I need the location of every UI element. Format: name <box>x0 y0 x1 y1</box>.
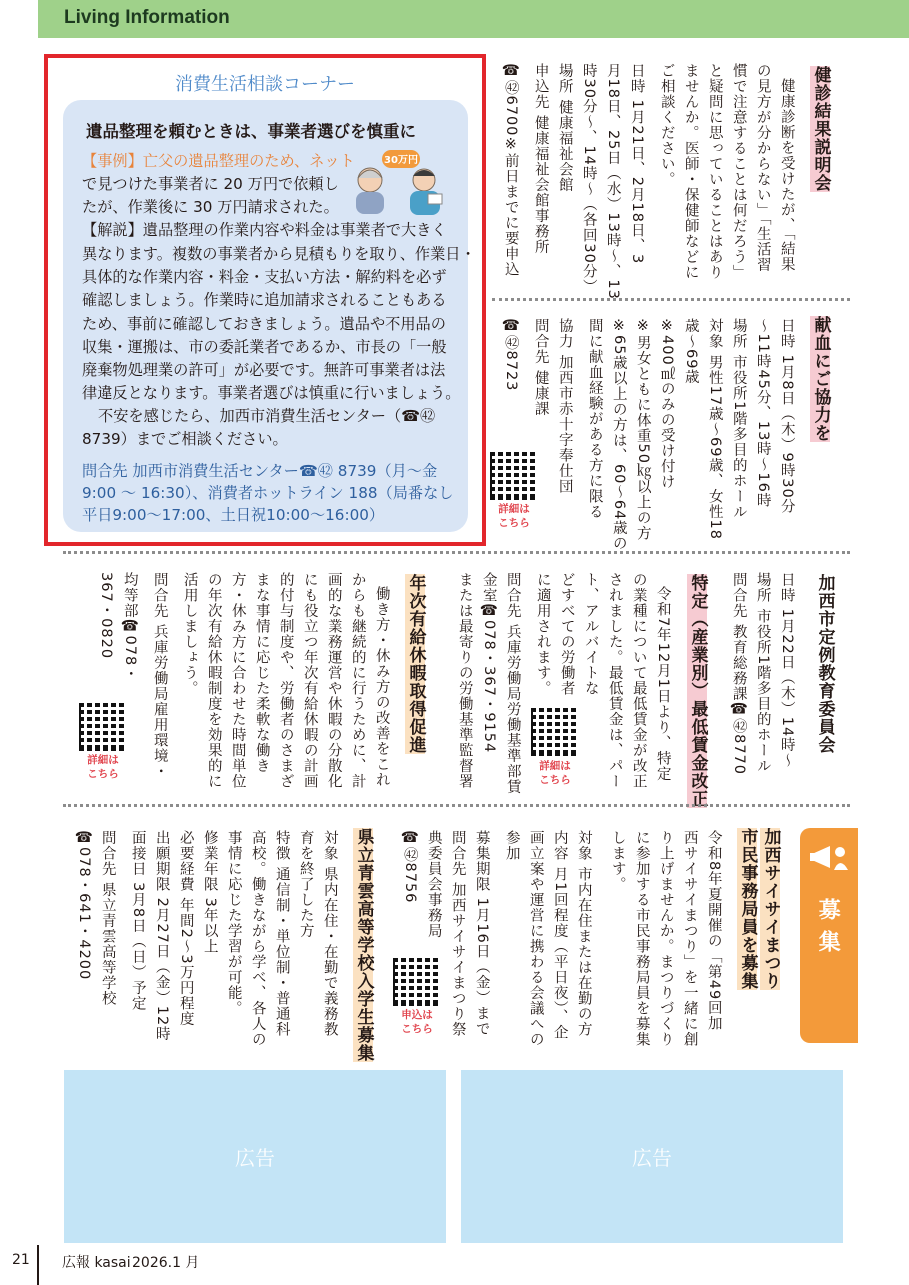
qr-caption: 詳細は こちら <box>539 760 571 786</box>
kenketsu-place: 場所 市役所1階多目的ホール <box>730 318 747 520</box>
consumer-contact-1: 問合先 加西市消費生活センター☎㊷ 8739（月～金 <box>82 462 438 480</box>
kenshin-date-3: 時30分～、14時～（各回30分） <box>580 63 597 295</box>
explanation-line-3: 具体的な作業内容・料金・支払い方法・解約料を必ず <box>82 268 447 286</box>
case-line-3: たが、作業後に 30 万円請求された。 <box>82 198 339 216</box>
kenketsu-cooperation: 協力 加西市赤十字奉仕団 <box>556 318 573 495</box>
megaphone-icon <box>808 840 852 876</box>
consumer-heading: 遺品整理を頼むときは、事業者選びを慎重に <box>86 122 416 141</box>
kenshin-heading: 健診結果説明会 <box>810 66 831 192</box>
case-line-1: 【事例】亡父の遺品整理のため、ネット <box>82 152 355 170</box>
consumer-contact-2: 9:00 ～ 16:30）、消費者ホットライン 188（局番なし <box>82 484 454 502</box>
seiun-tel: ☎078・641・4200 <box>75 830 92 981</box>
kyuka-text-8: の年次有給休暇制度を効果的に <box>205 572 222 789</box>
saisai-target: 対象 市内在住または在勤の方 <box>575 830 592 1038</box>
saisai-content-3: 参加 <box>503 830 520 861</box>
seiun-feature-1: 特徴 通信制・単位制・普通科 <box>273 830 290 1038</box>
section-title: Living Information <box>64 7 230 28</box>
saisai-text-1: 令和8年夏開催の「第49回加 <box>705 830 722 1032</box>
chingin-text-3: されました。最低賃金は、パー <box>606 572 623 789</box>
chingin-contact-1: 問合先 兵庫労働局労働基準部賃 <box>504 572 521 795</box>
qr-code[interactable] <box>531 708 579 756</box>
consultation-illustration <box>352 146 452 218</box>
kyuka-heading: 年次有給休暇取得促進 <box>405 574 426 754</box>
seiun-deadline: 出願期限 2月27日（金）12時 <box>153 830 170 1042</box>
kenketsu-contact: 問合先 健康課 <box>532 318 549 417</box>
explanation-line-4: 確認しましょう。作業時に追加請求されることもある <box>82 291 447 309</box>
kenketsu-note-1: ※400㎖のみの受け付け <box>658 318 675 490</box>
seiun-cost: 必要経費 年間2～3万円程度 <box>177 830 194 1027</box>
qr-code[interactable] <box>79 703 127 751</box>
publication-date: 2026.1 月 <box>132 1255 200 1271</box>
kyuka-contact-2: 均等部☎078・ <box>121 572 138 682</box>
advice-line-2: 8739）までご相談ください。 <box>82 430 288 448</box>
explanation-line-7: 廃棄物処理業の許可」が必要です。無許可事業者は法 <box>82 361 446 379</box>
kyuka-contact-1: 問合先 兵庫労働局雇用環境・ <box>151 572 168 780</box>
saisai-content-1: 内容 月1回程度（平日夜）、企 <box>551 830 568 1041</box>
saisai-contact-1: 問合先 加西サイサイまつり祭 <box>449 830 466 1038</box>
kenshin-text-4: と疑問に思っていることはあり <box>706 63 723 280</box>
kenshin-date-2: 月18日、25日（水）13時～、13 <box>604 63 621 300</box>
page-number: 21 <box>12 1252 30 1268</box>
kyoiku-contact: 問合先 教育総務課☎㊷8770 <box>730 572 747 776</box>
kenketsu-date-2: ～11時45分、13時～16時 <box>754 318 771 509</box>
money-badge: 30万円 <box>384 155 418 166</box>
ad-left[interactable]: 広告 <box>64 1070 446 1243</box>
seiun-heading: 県立青雲高等学校入学生募集 <box>353 828 374 1062</box>
saisai-text-4: に参加する市民事務局員を募集 <box>633 830 650 1047</box>
kenshin-text-6: ご相談ください。 <box>658 63 675 187</box>
saisai-tel: ☎㊷8756 <box>401 830 418 904</box>
kenketsu-note-3: ※65歳以上の方は、60～64歳の <box>610 318 627 552</box>
kyuka-text-6: まな事情に応じた柔軟な働き <box>253 572 270 774</box>
kyuka-text-4: にも役立つ年次有給休暇の計画 <box>301 572 318 789</box>
qr-caption: 詳細は こちら <box>498 503 530 529</box>
explanation-line-1: 【解説】遺品整理の作業内容や料金は事業者で大きく <box>82 221 447 239</box>
seiun-feature-3: 事情に応じた学習が可能。 <box>225 830 242 1016</box>
kenketsu-heading: 献血にご協力を <box>810 316 831 442</box>
kyoiku-place: 場所 市役所1階多目的ホール <box>754 572 771 774</box>
kyuka-text-1: 働き方・休み方の改善をこれ <box>373 586 390 788</box>
consumer-corner-title: 消費生活相談コーナー <box>175 74 355 95</box>
divider <box>492 298 850 301</box>
kenshin-text-1: 健康診断を受けたが、「結果 <box>778 78 795 273</box>
kenketsu-date-1: 日時 1月8日（木）9時30分 <box>778 318 795 515</box>
seiun-target-1: 対象 県内在住・在勤で義務教 <box>321 830 338 1038</box>
chingin-contact-2: 金室☎078・367・9154 <box>480 572 497 754</box>
kenketsu-target-2: 歳～69歳 <box>682 318 699 385</box>
kenketsu-note-4: 間に献血経験がある方に限る <box>586 318 603 520</box>
saisai-heading-2: 市民事務局員を募集 <box>737 828 758 990</box>
consumer-contact-3: 平日9:00～17:00、土日祝10:00～16:00） <box>82 506 385 524</box>
kyuka-text-7: 方・休み方に合わせた時間単位 <box>229 572 246 789</box>
explanation-line-6: 収集・運搬は、市の委託業者であるか、市長の「一般 <box>82 338 447 356</box>
kyuka-text-2: からも継続的に行うために、計 <box>349 572 366 789</box>
saisai-deadline: 募集期限 1月16日（金）まで <box>473 830 490 1037</box>
kenketsu-note-2: ※男女ともに体重50㎏以上の方 <box>634 318 651 542</box>
kyuka-text-5: 的付与制度や、労働者のさまざ <box>277 572 294 789</box>
kenketsu-target-1: 対象 男性17歳～69歳、女性18 <box>706 318 723 540</box>
chingin-text-4: ト、アルバイトな <box>582 572 599 696</box>
seiun-target-2: 育を終了した方 <box>297 830 314 939</box>
qr-code[interactable] <box>490 452 538 500</box>
chingin-text-1: 令和7年12月1日より、特定 <box>654 586 671 782</box>
kenshin-text-2: の見方が分からない」「生活習 <box>754 63 771 273</box>
kyuka-contact-3: 367・0820 <box>97 572 114 660</box>
case-line-2: で見つけた事業者に 20 万円で依頼し <box>82 175 339 193</box>
boshu-label: 募集 <box>815 898 841 962</box>
seiun-feature-2: 高校。働きながら学べ、各人の <box>249 830 266 1047</box>
kenshin-tel: ☎㊷6700※前日までに要申込 <box>502 63 519 278</box>
seiun-contact: 問合先 県立青雲高等学校 <box>99 830 116 1007</box>
seiun-interview: 面接日 3月8日（日）予定 <box>129 830 146 1012</box>
chingin-contact-3: または最寄りの労働基準監督署 <box>456 572 473 789</box>
explanation-line-2: 異なります。複数の事業者から見積もりを取り、作業日・ <box>82 245 476 263</box>
ad-right[interactable]: 広告 <box>461 1070 843 1243</box>
kenshin-text-3: 慣で注意することは何だろう」 <box>730 63 747 280</box>
divider <box>63 551 850 554</box>
kenshin-apply: 申込先 健康福祉会館事務所 <box>532 63 549 255</box>
divider <box>63 804 850 807</box>
saisai-text-3: り上げませんか。まつりづくり <box>657 830 674 1047</box>
footer-divider <box>37 1245 39 1285</box>
saisai-contact-2: 典委員会事務局 <box>425 830 442 939</box>
kenshin-place: 場所 健康福祉会館 <box>556 63 573 193</box>
saisai-text-2: 西サイサイまつり」を一緒に創 <box>681 830 698 1047</box>
advice-line-1: 不安を感じたら、加西市消費生活センター（☎㊷ <box>98 407 436 425</box>
seiun-years: 修業年限 3年以上 <box>201 830 218 955</box>
saisai-heading-1: 加西サイサイまつり <box>760 828 781 990</box>
kenshin-date-1: 日時 1月21日、2月18日、3 <box>628 63 645 265</box>
qr-caption: 申込は こちら <box>401 1009 433 1035</box>
qr-caption: 詳細は こちら <box>87 754 119 780</box>
kyoiku-heading: 加西市定例教育委員会 <box>814 574 835 754</box>
saisai-text-5: します。 <box>609 830 626 892</box>
chingin-text-2: の業種について最低賃金が改正 <box>630 572 647 789</box>
kyuka-text-9: 活用しましょう。 <box>181 572 198 696</box>
explanation-line-5: ため、事前に確認しておきましょう。遺品や不用品の <box>82 315 446 333</box>
kenshin-text-5: ませんか。医師・保健師などに <box>682 63 699 280</box>
qr-code[interactable] <box>393 958 441 1006</box>
kenketsu-tel: ☎㊷8723 <box>502 318 519 392</box>
chingin-heading: 特定（産業別）最低賃金改正 <box>687 574 708 808</box>
kyuka-text-3: 画的な業務運営や休暇の分散化 <box>325 572 342 789</box>
saisai-content-2: 画立案や運営に携わる会議への <box>527 830 544 1047</box>
chingin-text-5: どすべての労働者 <box>558 572 575 696</box>
chingin-text-6: に適用されます。 <box>534 572 551 696</box>
explanation-line-8: 律違反となります。事業者選びは慎重に行いましょう。 <box>82 384 461 402</box>
publication-name: 広報 kasai <box>62 1255 131 1271</box>
kyoiku-date: 日時 1月22日（木）14時～ <box>778 572 795 769</box>
